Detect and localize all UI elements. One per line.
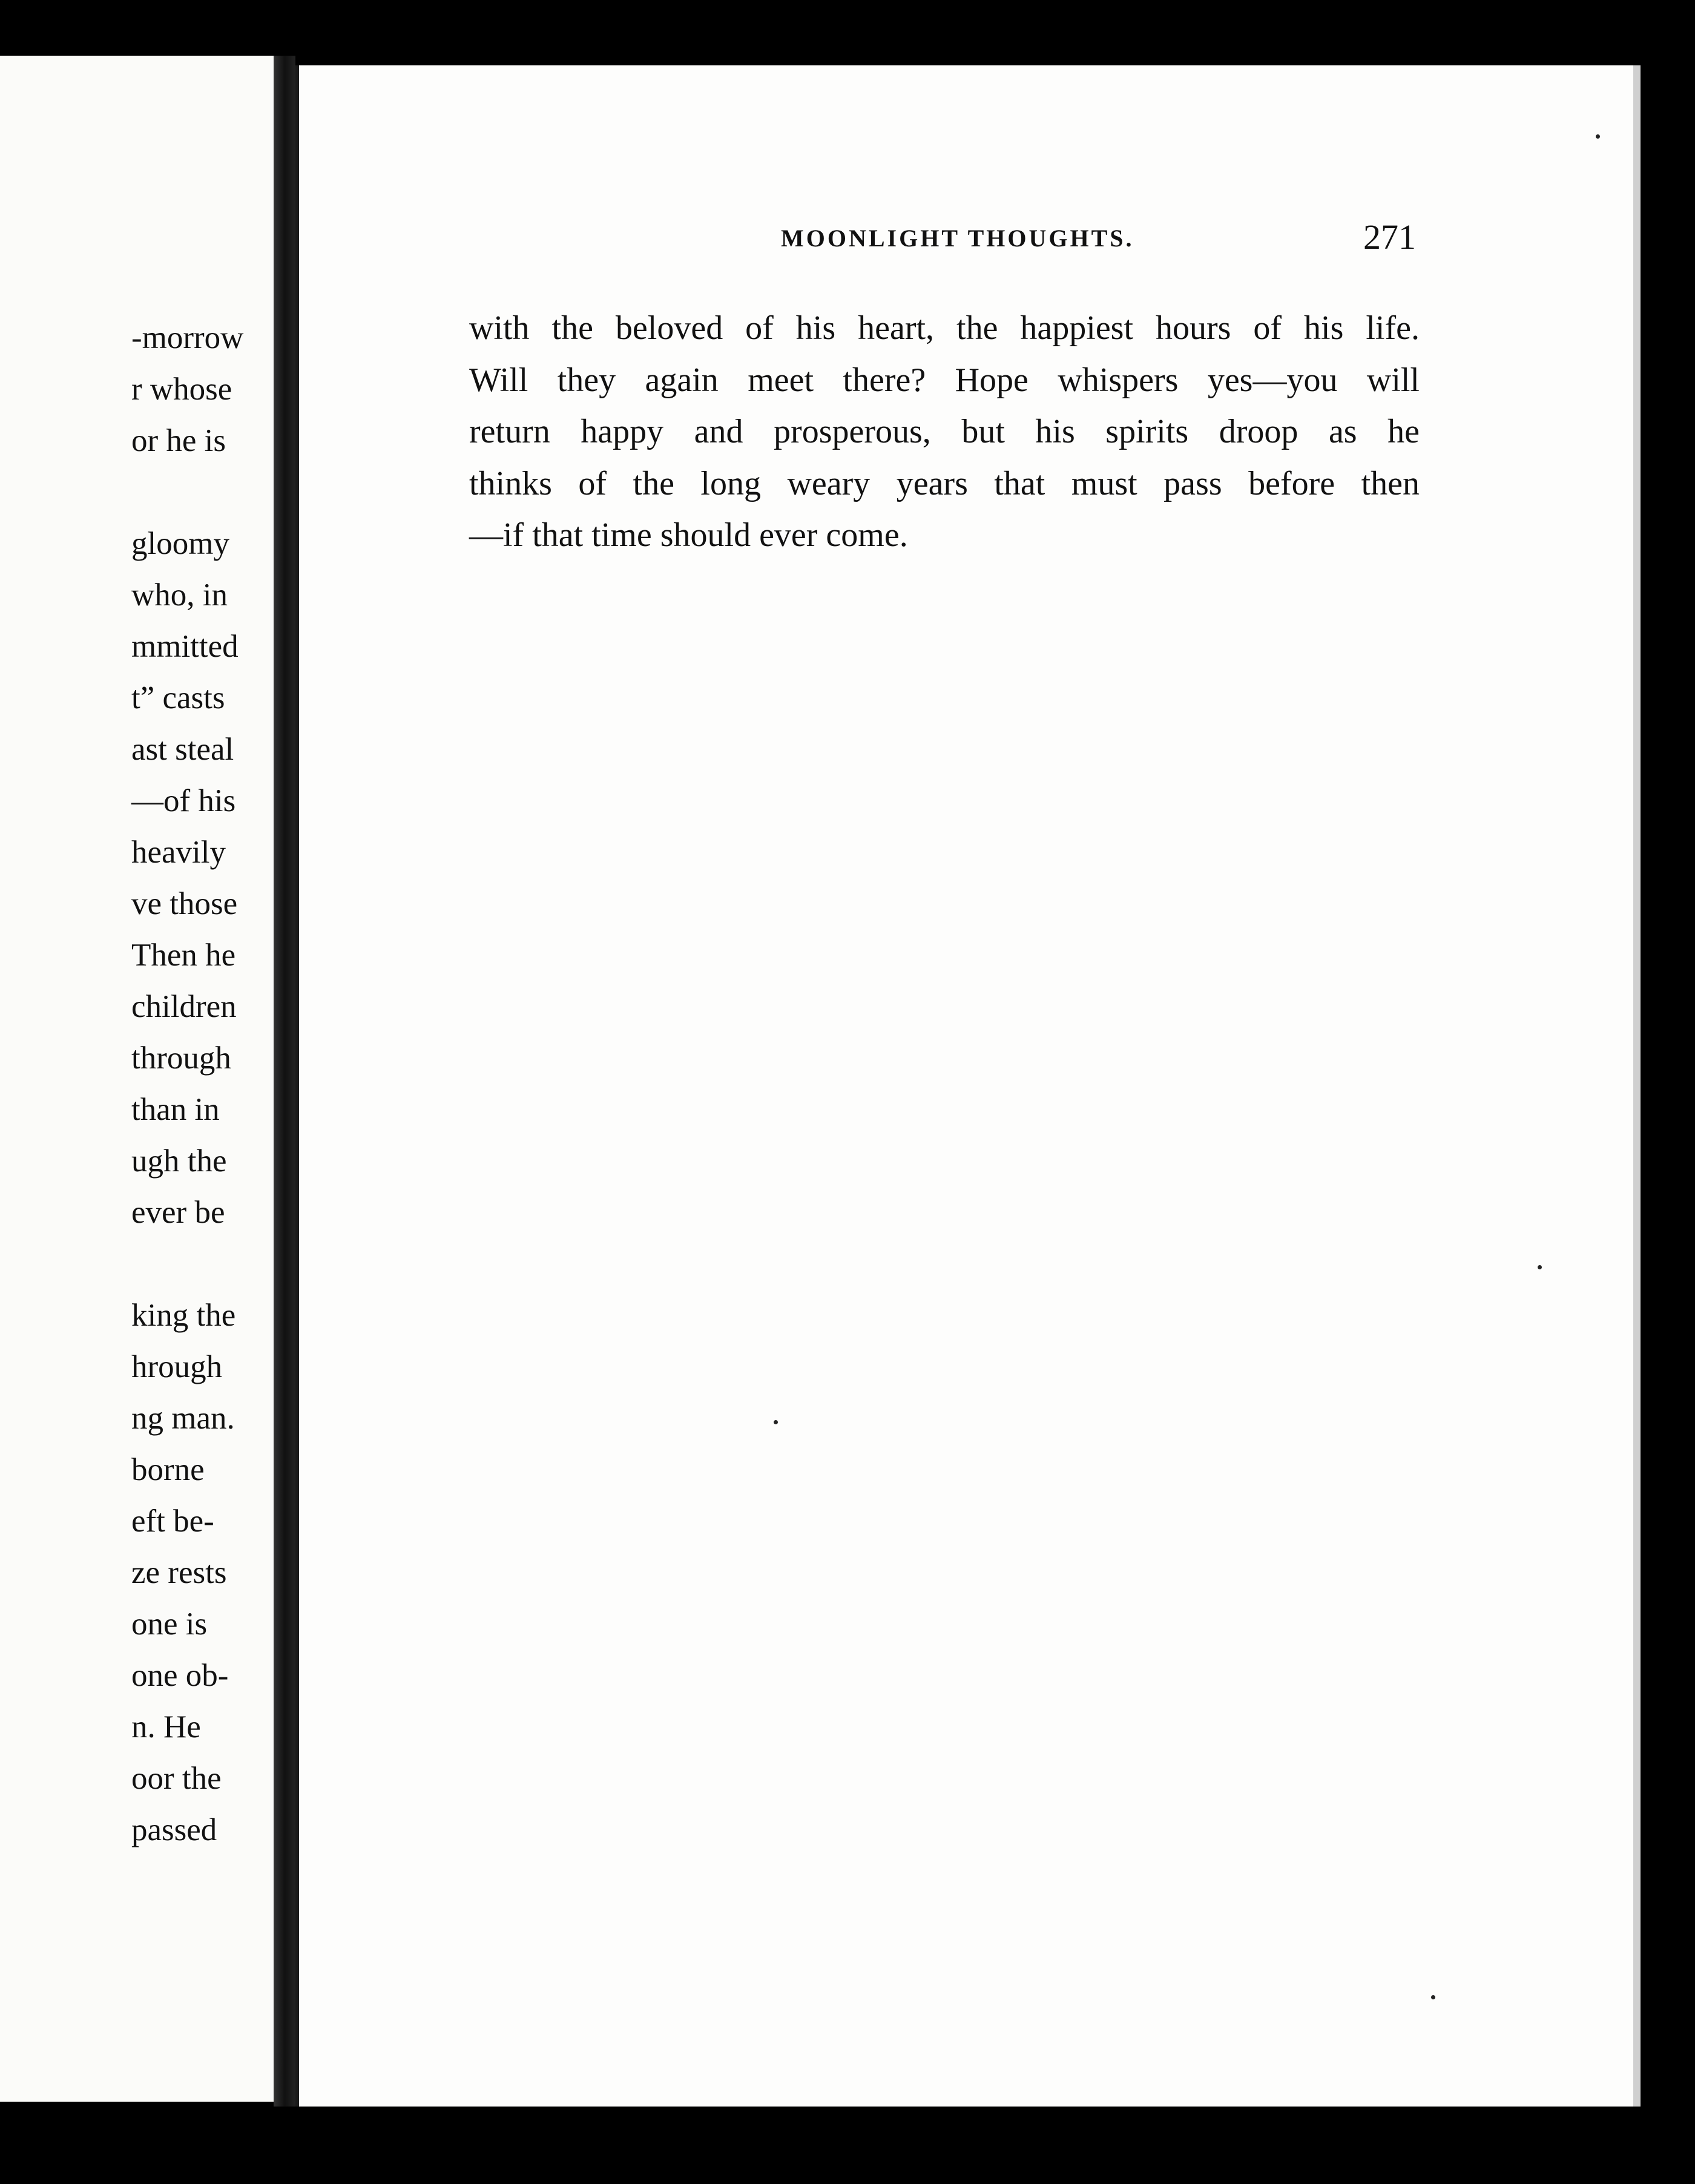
left-page-line: oor the xyxy=(131,1761,222,1796)
left-page-line: Then he xyxy=(131,938,236,973)
running-head: MOONLIGHT THOUGHTS. xyxy=(781,225,1134,252)
left-page-line: than in xyxy=(131,1092,220,1127)
body-paragraph xyxy=(469,303,1420,562)
left-page-line: n. He xyxy=(131,1709,201,1745)
left-page-line: ve those xyxy=(131,886,238,921)
left-page-line: borne xyxy=(131,1452,205,1487)
left-page-line: children xyxy=(131,989,237,1024)
left-page-line: king the xyxy=(131,1298,236,1333)
left-page-line: -morrow xyxy=(131,320,244,355)
body-line: —if that time should ever come. xyxy=(469,516,908,554)
body-line: thinks of the long weary years that must pass before then xyxy=(469,464,1420,502)
body-line: Will they again meet there? Hope whispers yes—you will xyxy=(469,361,1420,399)
left-page-line: hrough xyxy=(131,1349,223,1384)
left-page-line: ever be xyxy=(131,1195,225,1230)
left-page-line: heavily xyxy=(131,835,226,870)
left-page-line: through xyxy=(131,1041,231,1076)
left-page-line: or he is xyxy=(131,423,226,458)
left-page-line: —of his xyxy=(131,783,236,818)
left-page-line: gloomy xyxy=(131,526,229,561)
left-page-line: ast steal xyxy=(131,732,234,767)
left-page-line: t” casts xyxy=(131,680,225,715)
left-page-line: ng man. xyxy=(131,1401,235,1436)
left-page-line: eft be- xyxy=(131,1504,214,1539)
left-page-line: one is xyxy=(131,1607,208,1642)
left-page xyxy=(0,56,274,2102)
dust-speck xyxy=(1596,134,1600,139)
book-gutter xyxy=(274,56,295,2114)
left-page-line: one ob- xyxy=(131,1658,229,1693)
left-page-line: mmitted xyxy=(131,629,239,664)
dust-speck xyxy=(1431,1995,1435,1999)
dust-speck xyxy=(774,1420,778,1424)
left-page-line: passed xyxy=(131,1812,217,1847)
body-line: return happy and prosperous, but his spirits droop as he xyxy=(469,413,1420,450)
left-page-line: r whose xyxy=(131,372,232,407)
left-page-line: ugh the xyxy=(131,1143,227,1179)
body-line: with the beloved of his heart, the happiest hours of his life. xyxy=(469,309,1420,347)
scan-border xyxy=(0,2107,1695,2184)
page-number: 271 xyxy=(1363,217,1416,257)
page-edge xyxy=(1633,65,1641,2108)
dust-speck xyxy=(1538,1265,1542,1269)
left-page-line: ze rests xyxy=(131,1555,227,1590)
left-page-line: who, in xyxy=(131,577,228,613)
